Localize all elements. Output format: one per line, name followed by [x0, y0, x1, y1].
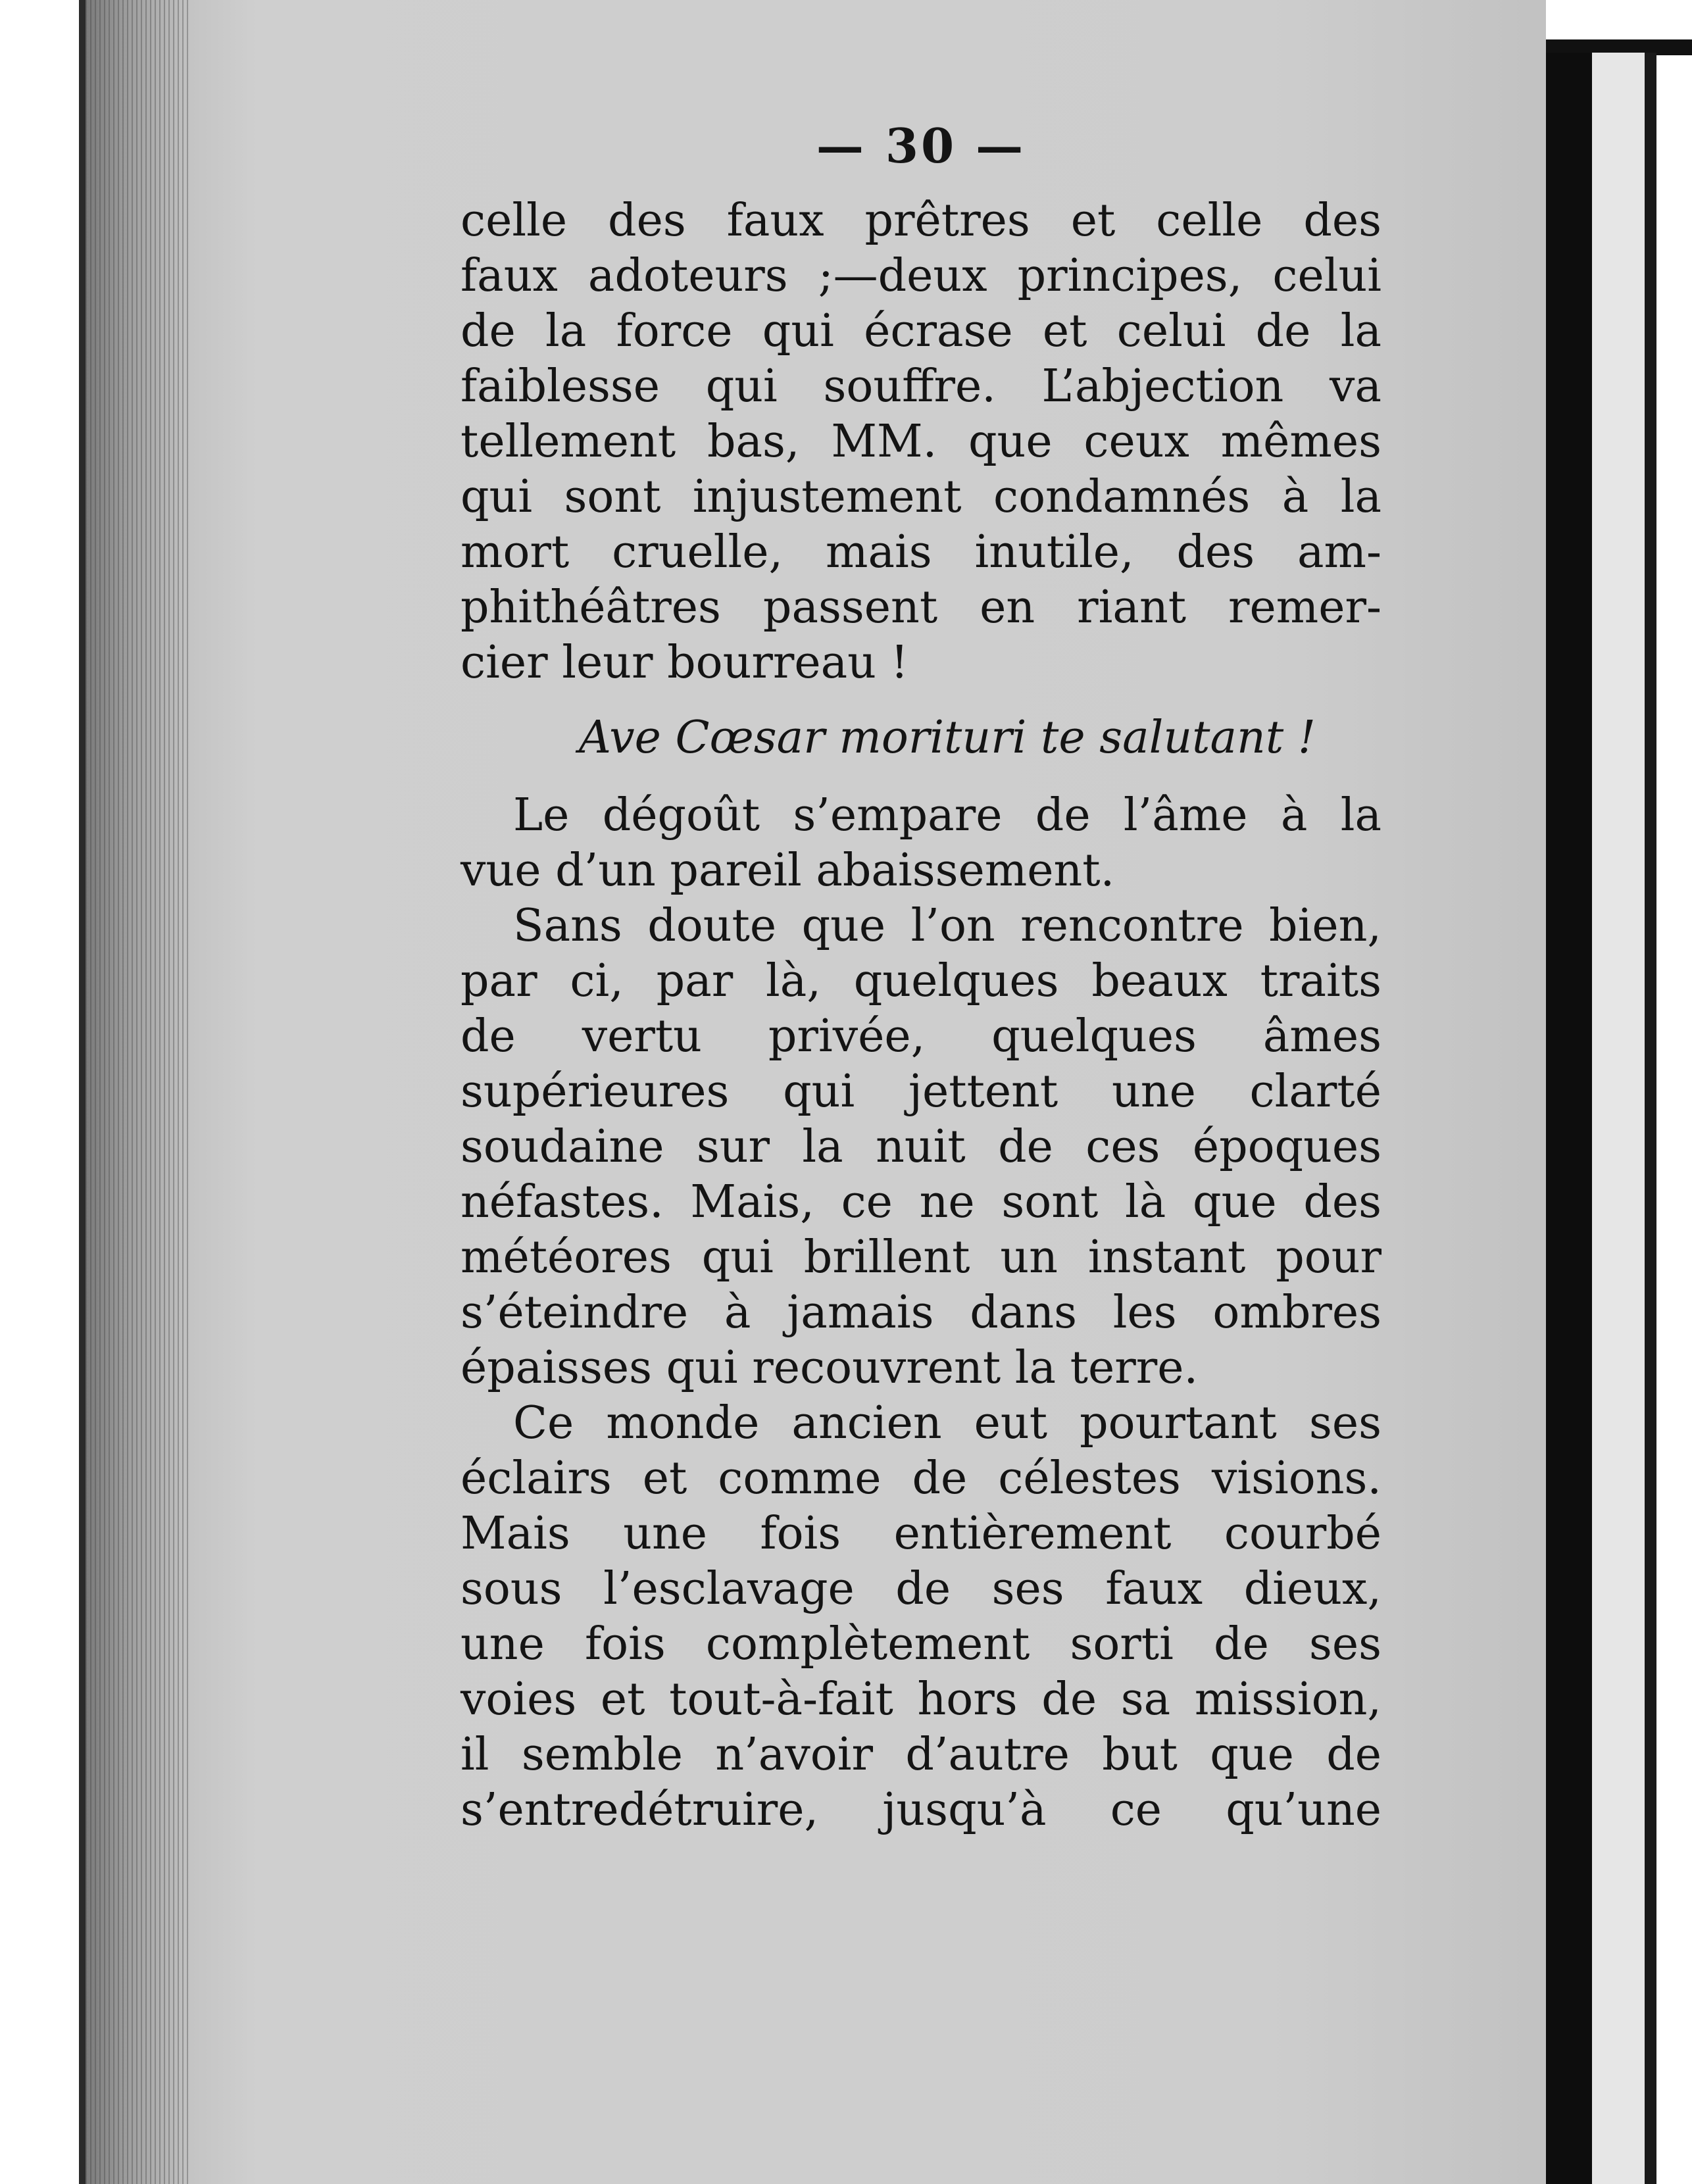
- text-line: sous l’esclavage de ses faux dieux,: [460, 1563, 1381, 1615]
- page-text-block: [460, 118, 1381, 1838]
- paragraph-2: [460, 788, 1381, 899]
- left-margin-strip: [0, 0, 86, 2184]
- text-line: supérieures qui jettent une clarté: [460, 1066, 1381, 1118]
- facing-page-edge: [1592, 53, 1645, 2184]
- text-line: cier leur bourreau !: [460, 637, 908, 689]
- paragraph-3: [460, 899, 1381, 1396]
- text-line: néfastes. Mais, ce ne sont là que des: [460, 1176, 1381, 1228]
- text-line: de vertu privée, quelques âmes: [460, 1010, 1381, 1062]
- text-line: tellement bas, MM. que ceux mêmes: [460, 416, 1381, 468]
- page-gutter: [1546, 53, 1592, 2184]
- text-line: faiblesse qui souffre. L’abjection va: [460, 360, 1381, 412]
- text-line: s’entredétruire, jusqu’à ce qu’une: [460, 1784, 1381, 1836]
- text-line: il semble n’avoir d’autre but que de: [460, 1729, 1381, 1781]
- text-line: mort cruelle, mais inutile, des am-: [460, 526, 1381, 578]
- page-number: — 30 —: [816, 118, 1026, 174]
- text-line: par ci, par là, quelques beaux traits: [460, 955, 1381, 1007]
- text-line: qui sont injustement condamnés à la: [460, 471, 1381, 523]
- text-line: soudaine sur la nuit de ces époques: [460, 1121, 1381, 1173]
- text-line: s’éteindre à jamais dans les ombres: [460, 1287, 1381, 1339]
- text-line: Sans doute que l’on rencontre bien,: [513, 900, 1381, 952]
- text-line: une fois complètement sorti de ses: [460, 1618, 1381, 1670]
- paragraph-1: [460, 193, 1381, 691]
- text-line: de la force qui écrase et celui de la: [460, 305, 1381, 357]
- text-line: éclairs et comme de célestes visions.: [460, 1452, 1381, 1504]
- text-line: épaisses qui recouvrent la terre.: [460, 1342, 1199, 1394]
- text-line: voies et tout-à-fait hors de sa mission,: [460, 1674, 1381, 1725]
- paragraph-4: [460, 1396, 1381, 1838]
- text-line: phithéâtres passent en riant remer-: [460, 582, 1381, 633]
- page-binding-edge: [86, 0, 191, 2184]
- text-line: faux adoteurs ;—deux principes, celui: [460, 250, 1381, 302]
- text-line: Ce monde ancien eut pourtant ses: [513, 1397, 1381, 1449]
- text-line: Mais une fois entièrement courbé: [460, 1508, 1381, 1560]
- latin-quote: Ave Cœsar morituri te salutant !: [578, 712, 1316, 764]
- text-line: vue d’un pareil abaissement.: [460, 845, 1115, 897]
- text-line: celle des faux prêtres et celle des: [460, 195, 1381, 247]
- text-line: météores qui brillent un instant pour: [460, 1231, 1381, 1283]
- text-line: Le dégoût s’empare de l’âme à la: [513, 789, 1381, 841]
- scan-right-border: [1645, 53, 1656, 2184]
